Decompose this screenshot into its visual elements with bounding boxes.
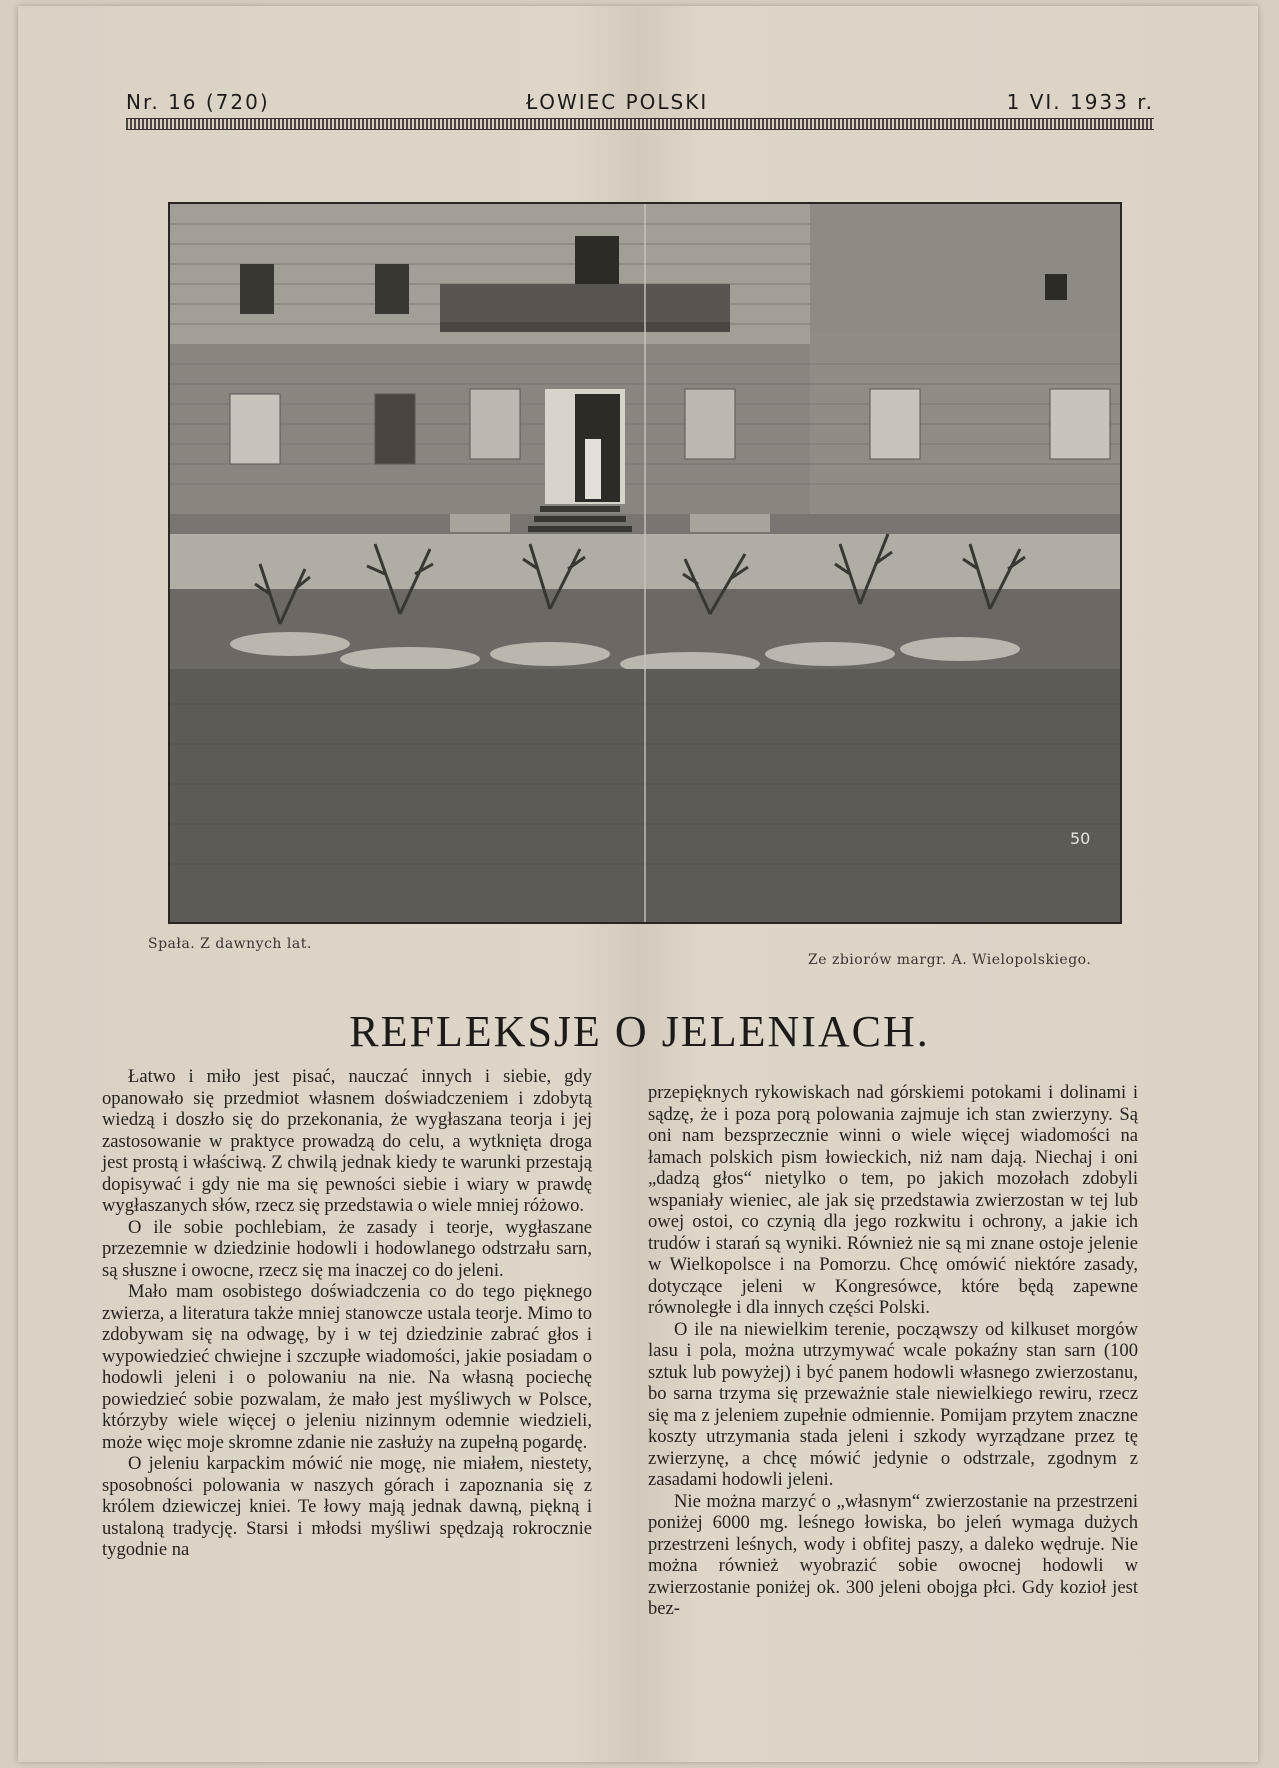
issue-date: 1 VI. 1933 r.: [1006, 90, 1154, 114]
photo-caption-right: Ze zbiorów margr. A. Wielopolskiego.: [808, 952, 1092, 968]
header-rule: [126, 118, 1154, 130]
paragraph: Łatwo i miło jest pisać, nauczać innych i siebie, gdy opanowało się przedmiot własnem doświadczeniem i zdobytą wiedzą i doszło się do przekonania, że wygłaszana teorja i jej zastosowanie w praktyce prowadzą do celu, a wytknięta droga jest prostą i właściwą. Z chwilą jednak kiedy te warunki przestają dopisywać i gdy nie ma się pewności siebie i wiary w prawdę wygłaszanych słów, rzecz się przedstawia o wiele mniej różowo.: [102, 1066, 592, 1216]
paragraph: Mało mam osobistego doświadczenia co do tego pięknego zwierza, a literatura także mniej stanowcze ustala teorje. Mimo to zdobywam się na odwagę, by i w tej dziedzinie zabrać głos i wypowiedzieć chwiejne i szczupłe wiadomości, jakie posiadam o hodowli jeleni i o polowaniu na nie. Na własną pociechę powiedzieć sobie pozwalam, że mało jest myśliwych w Polsce, którzyby wiele więcej o jeleniu nizinnym odemnie wiedzieli, może więc moje skromne zdanie nie zasłuży na zupełną pogardę.: [102, 1281, 592, 1453]
photo-illustration: [170, 204, 1120, 922]
page-header: [126, 90, 1154, 114]
issue-number: Nr. 16 (720): [126, 90, 270, 114]
article-title: REFLEKSJE O JELENIACH.: [349, 1007, 930, 1056]
paragraph: O jeleniu karpackim mówić nie mogę, nie miałem, niestety, sposobności polowania w naszych górach i zapoznania się z królem dziewiczej kniei. Te łowy mają jednak dawną, piękną i ustaloną tradycję. Starsi i młodsi myśliwi spędzają rokrocznie tygodnie na: [102, 1453, 592, 1560]
paragraph: O ile na niewielkim terenie, począwszy od kilkuset morgów lasu i pola, można utrzymywać wcale pokaźny stan sarn (100 sztuk lub powyżej) i być panem hodowli własnego zwierzostanu, bo sarna trzyma się przeważnie stale niewielkiego rewiru, rzecz się ma z jeleniem zupełnie odmiennie. Pomijam przytem znaczne koszty utrzymania stada jeleni i szkody wyrządzane przez tę zwierzynę, a chcę mówić jedynie o odstrzale, zgodnym z zasadami hodowli jeleni.: [648, 1318, 1138, 1490]
photo-caption-left: Spała. Z dawnych lat.: [148, 936, 312, 952]
journal-title: ŁOWIEC POLSKI: [526, 90, 709, 114]
article-right-column: [648, 1082, 1138, 1620]
article-left-column: [102, 1066, 592, 1561]
paragraph: O ile sobie pochlebiam, że zasady i teorje, wygłaszane przezemnie w dziedzinie hodowli i hodowlanego odstrzału sarn, są słuszne i owocne, rzecz się ma inaczej co do jeleni.: [102, 1216, 592, 1281]
photo-mark: 50: [1070, 829, 1091, 848]
paragraph: Nie można marzyć o „własnym“ zwierzostanie na przestrzeni poniżej 6000 mg. leśnego łowiska, bo jeleń wymaga dużych przestrzeni leśnych, wody i obfitej paszy, a daleko wędruje. Nie można również wyobrazić sobie owocnej hodowli w zwierzostanie poniżej ok. 300 jeleni obojga płci. Gdy kozioł jest bez-: [648, 1490, 1138, 1619]
paragraph: przepięknych rykowiskach nad górskiemi potokami i dolinami i sądzę, że i poza porą polowania zajmuje ich stan zwierzyny. Są oni nam bezsprzecznie winni o wiele więcej wiadomości na łamach polskich pism łowieckich, niż nam dają. Niechaj i oni „dadzą głos“ nietylko o tem, po jakich mozołach zdobyli wspaniały wieniec, ale jak się przedstawia zwierzostan w tej lub owej ostoi, co czynią dla jego rozkwitu i ochrony, a jakie ich trudów i starań są wyniki. Również nie są mi znane ostoje jelenie w Wielkopolsce i na Pomorzu. Chcę omówić niektóre zasady, dotyczące jeleni w Kongresówce, które będą zapewne równoległe i dla innych części Polski.: [648, 1082, 1138, 1318]
hunting-photo: [168, 202, 1122, 924]
